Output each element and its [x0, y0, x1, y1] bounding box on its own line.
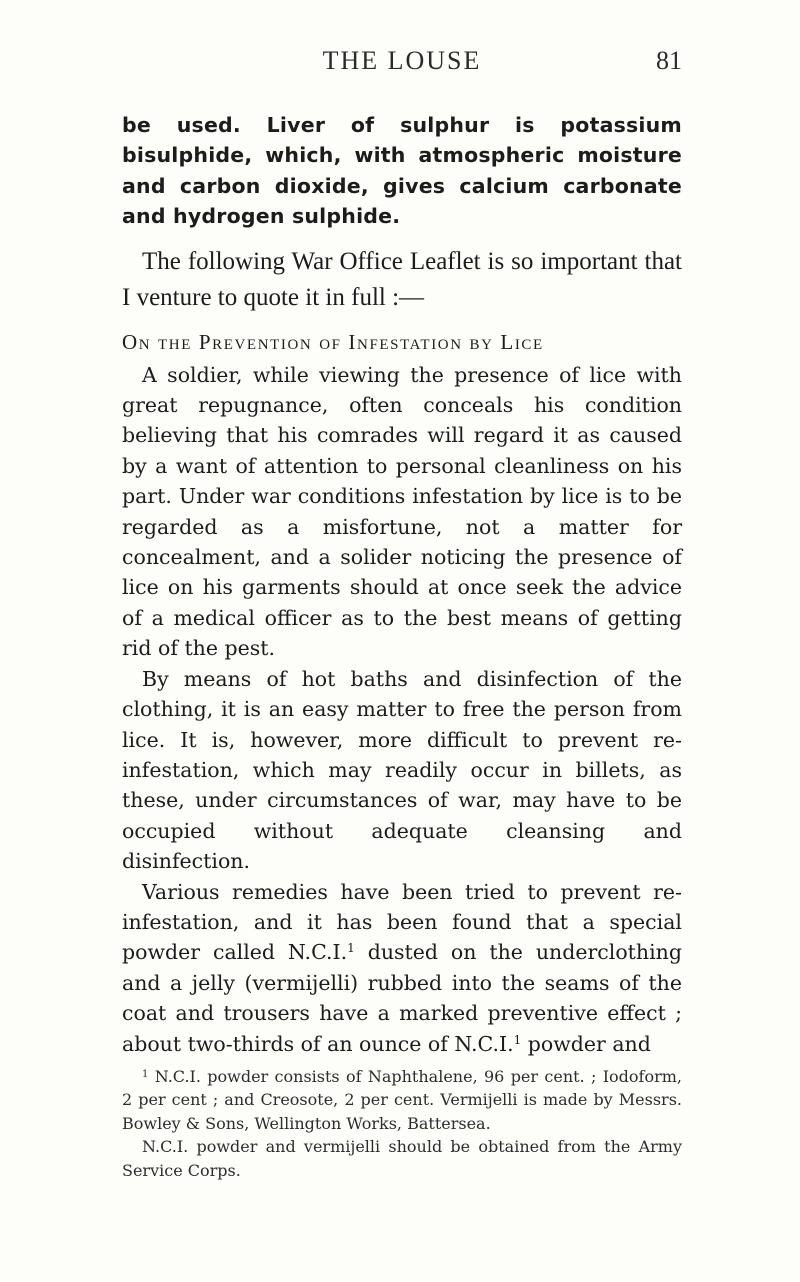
- paragraph-soldier-repugnance: A soldier, while viewing the presence of lice with great repugnance, often conceals his condition believing that his comrades will regard it as caused by a want of attention to personal cleanliness on his part. Under war conditions infestation by lice is to be regarded as a misfortune, not a matter for concealment, and a solider noticing the presence of lice on his garments should at once seek the advice of a medical officer as to the best means of getting rid of the pest.: [122, 362, 682, 661]
- section-heading: On the Prevention of Infestation by Lice: [122, 329, 544, 354]
- paragraph-remedies: [122, 877, 682, 1059]
- paragraph-hot-baths: By means of hot baths and disinfection of the clothing, it is an easy matter to free the person from lice. It is, however, more difficult to prevent re-infestation, which may readily occur in billets, as these, under circumstances of war, may have to be occupied without adequate cleansing and disinfection.: [122, 666, 682, 874]
- remedies-text-3: powder and: [521, 1031, 651, 1056]
- paragraph-war-office-intro: The following War Office Leaflet is so important that I venture to quote it in full :—: [122, 247, 682, 311]
- footnotes: [122, 1065, 682, 1183]
- footnote-1-text: N.C.I. powder consists of Naphthalene, 96 per cent. ; Iodoform, 2 per cent ; and Creosote, 2 per cent. Vermijelli is made by Messrs. Bowley & Sons, Wellington Works, Battersea.: [122, 1066, 682, 1133]
- footnote-2: N.C.I. powder and vermijelli should be obtained from the Army Service Corps.: [122, 1137, 682, 1180]
- footnote-1: [122, 1065, 682, 1136]
- book-page: [122, 46, 682, 1182]
- page-number: 81: [656, 46, 682, 75]
- paragraph-liver-of-sulphur: be used. Liver of sulphur is potassium bisulphide, which, with atmospheric moisture and carbon dioxide, gives calcium carbonate and hydrogen sulphide.: [122, 113, 682, 229]
- footnote-reference: 1: [347, 941, 355, 956]
- running-title: THE LOUSE: [322, 46, 482, 75]
- remedies-text-1: Various remedies have been tried to prevent re-infestation, and it has been found that a special powder called N.C.I.: [122, 879, 682, 965]
- remedies-text-2: dusted on the underclothing and a jelly (vermijelli) rubbed into the seams of the coat and trousers have a marked preventive effect ; about two-thirds of an ounce of N.C.I.: [122, 940, 682, 1056]
- footnote-reference: 1: [513, 1032, 522, 1047]
- running-head: [122, 46, 682, 86]
- footnote-mark: 1: [142, 1068, 149, 1080]
